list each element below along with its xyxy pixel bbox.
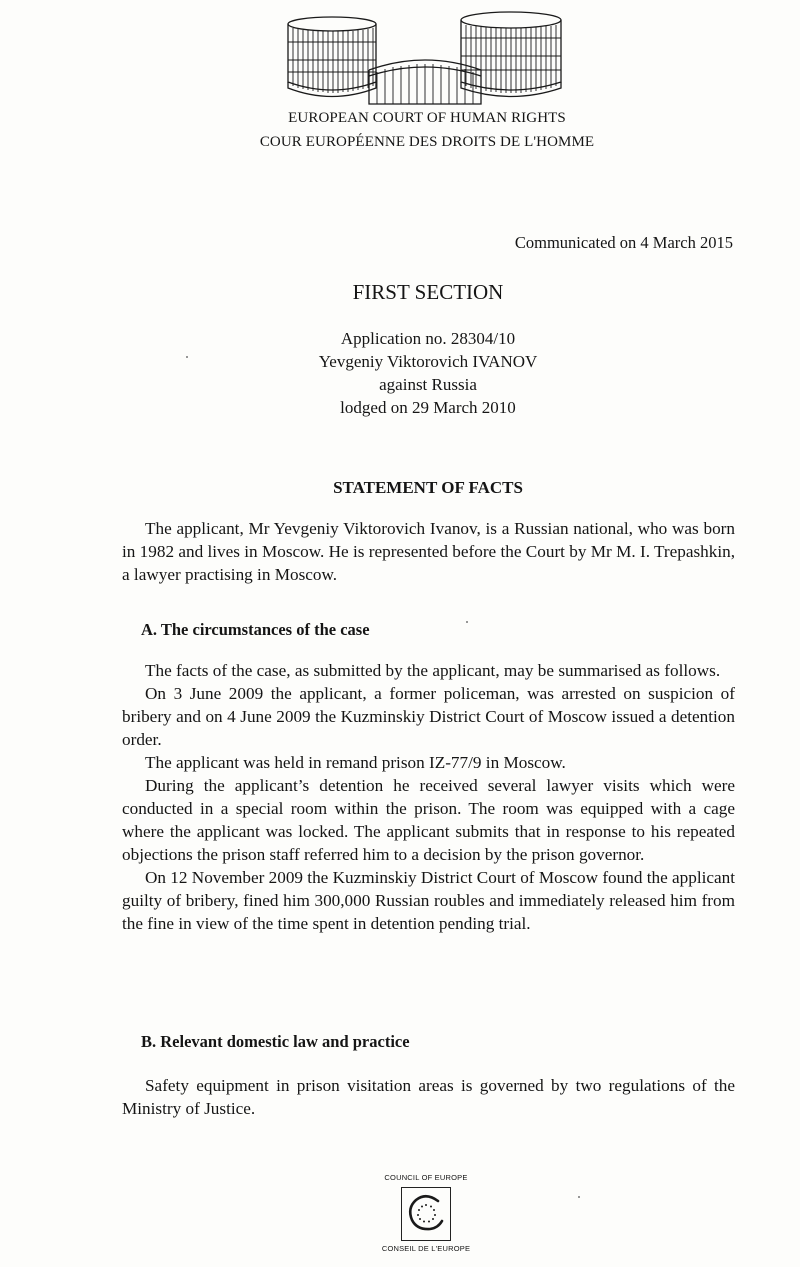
scan-speck xyxy=(186,356,188,358)
court-building-icon xyxy=(285,6,565,108)
statement-heading: STATEMENT OF FACTS xyxy=(333,478,523,497)
paragraph: On 12 November 2009 the Kuzminskiy District Court of Moscow found the applicant guilty of bribery, fined him 300,000 Russian roubles and immediately released him from the fine in view of the time spent in detention pending trial. xyxy=(122,868,736,933)
section-a-heading: A. The circumstances of the case xyxy=(141,620,370,639)
paragraph: The facts of the case, as submitted by the applicant, may be summarised as follows. xyxy=(145,661,721,680)
logo-top-text: COUNCIL OF EUROPE xyxy=(384,1173,468,1182)
logo-frame xyxy=(401,1187,451,1241)
application-block xyxy=(0,327,800,419)
communication-date: Communicated on 4 March 2015 xyxy=(514,233,733,252)
section-a-body xyxy=(122,659,735,935)
section-b-body xyxy=(122,1074,735,1120)
council-of-europe-logo-icon xyxy=(370,1170,482,1258)
paragraph: Safety equipment in prison visitation areas is governed by two regulations of the Ministry of Justice. xyxy=(122,1076,735,1118)
paragraph: On 3 June 2009 the applicant, a former policeman, was arrested on suspicion of bribery and on 4 June 2009 the Kuzminskiy District Court of Moscow issued a detention order. xyxy=(122,684,735,749)
intro-paragraph: The applicant, Mr Yevgeniy Viktorovich Ivanov, is a Russian national, who was born in 1982 and lives in Moscow. He is represented before the Court by Mr M. I. Trepashkin, a lawyer practising in Moscow. xyxy=(122,519,735,584)
applicant-name: Yevgeniy Viktorovich IVANOV xyxy=(318,352,538,371)
logo-bottom-text: CONSEIL DE L'EUROPE xyxy=(381,1244,471,1253)
section-b-heading: B. Relevant domestic law and practice xyxy=(141,1032,410,1051)
logo-emblem-icon xyxy=(402,1188,450,1240)
paragraph: The applicant was held in remand prison IZ-77/9 in Moscow. xyxy=(145,753,566,772)
scan-speck xyxy=(578,1196,580,1198)
respondent-state: against Russia xyxy=(379,375,477,394)
court-name-english: EUROPEAN COURT OF HUMAN RIGHTS xyxy=(288,110,566,126)
lodged-date: lodged on 29 March 2010 xyxy=(340,398,516,417)
intro-paragraph-block xyxy=(122,517,735,586)
paragraph: During the applicant’s detention he received several lawyer visits which were conducted in a special room within the prison. The room was equipped with a cage where the applicant was locked. The applicant submits that in response to his repeated objections the prison staff referred him to a decision by the prison governor. xyxy=(122,776,735,864)
scan-speck xyxy=(466,621,468,623)
section-title: FIRST SECTION xyxy=(352,280,504,304)
application-number: Application no. 28304/10 xyxy=(340,329,516,348)
court-name-french: COUR EUROPÉENNE DES DROITS DE L'HOMME xyxy=(259,134,595,150)
